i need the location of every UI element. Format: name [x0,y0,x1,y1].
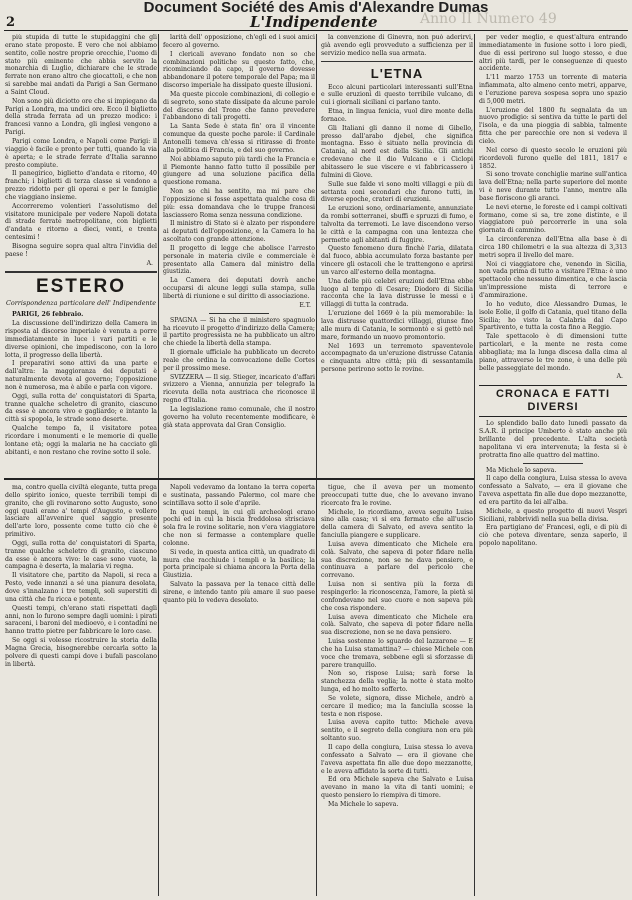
article-paragraph: La circonferenza dell'Etna alla base è di circa 180 chilometri e la sua altezza di 3,313 metri sopra il livello del mare. [479,236,627,259]
feuilleton-rule [4,478,474,480]
article-paragraph: Sulle sue falde vi sono molti villaggi e più di settanta coni secondari che furono tutti, in diverse epoche, crateri di eruzioni. [321,180,473,204]
article-paragraph: la convenzione di Ginevra, non può aderirvi, già avendo egli provveduto a sufficienza per il servizio medico nella sua armata. [321,34,473,57]
article-paragraph: La discussione dell'indirizzo della Camera in risposta al discorso imperiale è venuta a porre immediatamente in luce i vari partiti e le diverse opinioni, che impediscono, con la loro lotta, il progresso della libertà. [5,320,157,359]
article-paragraph: larità dell' opposizione, ch'egli ed i suoi amici fecero al governo. [163,34,315,49]
feuilleton-paragraph: Il visitatore che, partito da Napoli, si reca a Pesto, vede innanzi a sé una pianura desolata, dove s'innalzano i tre templi, soli superstiti di una città che fu ricca e potente. [5,572,157,603]
article-paragraph: Oggi, sulla rotta de' conquistatori di Sparta, tranne qualche scheletro di granito, ciascuno da esse è ancora vivo e gagliardo; e intanto la città si spopola, le strade sono deserte. [5,392,157,424]
article-paragraph: La legislazione ramo comunale, che il nostro governo ha voluto recentemente modificare, è già stata approvata dal Gran Consiglio. [163,405,315,429]
feuilleton-paragraph: Non so, rispose Luisa; sarà forse la stanchezza della veglia; la notte è stata molto lunga, ed ho molto sofferto. [321,670,473,694]
article-paragraph: Qualche tempo fa, il visitatore potea ricordare i monumenti e le memorie di quelle lontane età; oggi la malaria ne ha cacciato gli abitanti, e non restano che rovine sotto il sole. [5,425,157,456]
article-paragraph: Michele, a questo progetto di nuovi Vespri Siciliani, rabbrividì nella sua bella divisa. [479,507,627,523]
article-paragraph: La Camera dei deputati dovrà anche occuparsi di alcune leggi sulla stampa, sulla libertà di riunione e sul diritto di associazione. [163,277,315,300]
feuilleton-paragraph: tigue, che il aveva per un momento preoccupati tutte due, che lo avevano invano ricercato fra le rovine. [321,484,473,507]
article-paragraph: Gli Italiani gli danno il nome di Gibello, presso dall'arabo djebel, che significa montagna. Esso è situato nella provincia di Catania, al nord est della Sicilia. Gli antichi credevano che il dio Vulcano e i Ciclopi abitassero le sue viscere e vi fabbricassero i fulmini di Giove. [321,124,473,179]
column-divider [316,34,317,896]
dateline: PARIGI, 26 febbraio. [12,311,84,319]
feuilleton-column-1 [5,484,157,896]
page-header [0,11,632,31]
column-3 [321,34,473,476]
article-paragraph: L'eruzione del 1800 fu segnalata da un nuovo prodigio: si sentiva da tutte le parti del l'isola, e da una pioggia di sabbia, talmente fitta che per parecchie ore non si vedeva il cielo. [479,106,627,145]
article-paragraph: Ecco alcuni particolari interessanti sull'Etna e sulle eruzioni di questo terribile vulcano, di cui i giornali siciliani ci parlano tanto. [321,83,473,107]
feuilleton-column-3 [321,484,473,896]
feuilleton-paragraph: Luisa aveva dimenticato che Michele era colà. Salvato, che sapeva di poter fidare nella sua discrezione, non se ne dava pensiero, e continuava a parlare del pericolo che correvano. [321,540,473,580]
feuilleton-paragraph: In quei tempi, in cui gli archeologi erano pochi ed in cui la biscia freddolosa strisciava sola fra le rovine solitarie, non v'era viaggiatore che non si fermasse a contemplare quelle colonne. [163,508,315,547]
column-divider [474,34,475,896]
article-signoff: A. [616,373,623,381]
feuilleton-paragraph: Se oggi si volesse ricostruire la storia della Magna Grecia, bisognerebbe cercarla sotto la polvere di questi campi dove i bufali pascolano in libertà. [5,637,157,668]
article-paragraph: Era partigiano de' Francesi, egli, e di più di ciò che poteva diventare, senza saperlo, il popolo napolitano. [479,524,627,548]
article-paragraph: Una delle più celebri eruzioni dell'Etna ebbe luogo al tempo di Cesare; Diodoro di Sicilia racconta che la lava distrusse le messi e i villaggi di tutta la contrada. [321,277,473,309]
feuilleton-paragraph: Oggi, sulla rotta de' conquistatori di Sparta, tranne qualche scheletro di granito, ciascuno da esse è ancora vivo: le case sono vuote, la campagna è deserta, la malaria vi regna. [5,539,157,571]
article-paragraph: Il capo della congiura, Luisa stessa lo aveva confessato a Salvato, — era il giovane che l'aveva aspettata fin alle due dopo mezzanotte, ed era partito da lei all'alba. [479,475,627,506]
feuilleton-paragraph: Salvato la passava per la tenace città delle sirene, e intendo tanto più amare il suo paese quanto più lo vedeva desolato. [163,581,315,604]
feuilleton-paragraph: Ed ora Michele sapeva che Salvato e Luisa avevano in mano la vita di tanti uomini; e questo pensiero lo riempiva di timore. [321,776,473,800]
section-title-cronaca: CRONACA E FATTI DIVERSI [479,385,627,417]
feuilleton-paragraph: Il capo della congiura, Luisa stessa lo aveva confessato a Salvato — era il giovane che l'aveva aspettata fin alle due dopo mezzanotte, e le aveva affidato la sorte di tutti. [321,744,473,775]
document-watermark: Document Société des Amis d'Alexandre Dumas [143,0,489,16]
article-signoff: A. [146,259,153,267]
article-paragraph: Le eruzioni sono, ordinariamente, annunziate da rombi sotterranei, sbuffi e spruzzi di fumo, e talvolta da terremoti. Le lave discendono verso le città e la campagna con una lentezza che permette agli abitanti di fuggire. [321,205,473,244]
article-paragraph: La Santa Sede è stata fin' ora il vincente comunque da queste poche parole: il Cardinale Antonelli temeva ch'essa si ritirasse di fronte alla politica di Francia, e del suo governo. [163,123,315,154]
article-paragraph: Non so chi ha sentito, ma mi pare che l'opposizione si fosse aspettata qualche cosa di più: essa domandava che le truppe francesi lasciassero Roma senza nessuna condizione. [163,188,315,219]
article-paragraph: L'eruzione del 1669 è la più memorabile: la lava distrusse quattordici villaggi, giunse fino alle mura di Catania, le sormontò e si gettò nel mare, formando un nuovo promontorio. [321,310,473,341]
article-paragraph: Noi ci viaggiatore che, venendo in Sicilia, non vada prima di tutto a visitare l'Etna: è uno spettacolo che nessuno dimentica, e che lascia un'impressione mista di terrore e d'ammirazione. [479,260,627,299]
divider [523,463,582,464]
article-paragraph: Nel corso di questo secolo le eruzioni più ricordevoli furono quelle del 1811, 1817 e 1852. [479,146,627,170]
article-paragraph: Non sono più diciotto ore che si impiegano da Parigi a Londra, ma undici ore. Ecco il biglietto della strada ferrata ad un prezzo modico: i francesi vanno a Londra, gli inglesi vengono a Parigi. [5,97,157,137]
article-paragraph: SPAGNA — Si ha che il ministero spagnuolo ha ricevuto il progetto d'indirizzo della Camera; il partito progressista ne ha pubblicato un altro che chiede la libertà della stampa. [163,316,315,348]
feuilleton-paragraph: Luisa aveva capito tutto: Michele aveva sentito, e il segreto della congiura non era più soltanto suo. [321,719,473,743]
feuilleton-paragraph: Si vede, in questa antica città, un quadrato di mura che racchiude i templi e la basilica; la porta principale si chiama ancora la Porta della Giustizia. [163,548,315,580]
article-paragraph: Il panegirico, biglietto d'andata e ritorno, 40 franchi; i biglietti di terza classe si vendono a prezzo ridotto per gli operai e per le famiglie che viaggiano insieme. [5,170,157,201]
article-paragraph: Il giornale ufficiale ha pubblicato un decreto reale che ordina la convocazione delle Cortes per il prossimo mese. [163,349,315,372]
column-2 [163,34,315,476]
feuilleton-paragraph: ma, contro quella civiltà elegante, tutta prega dello spirito ionico, queste terribili tempi di granito, che gli rovinarono sotto Augusto, sono oggi quali erano a' tempi d'Augusto, e vollero lasciare all'avvenire quel saggio presente dell'arte loro, possente come tutto ciò che è primitivo. [5,484,157,539]
article-paragraph: Tale spettacolo è di dimensioni tutte particolari, e la mente ne resta come abbagliata; ma la lunga discesa dalla cima al piano, attraverso le tre zone, è una delle più belle passeggiate del mondo. [479,333,627,372]
article-paragraph: Ma queste piccole combinazioni, di collegio e di segreto, sono state dissipate da alcune parole del discorso del Trono che fanno prevedere l'abbandono di tali progetti. [163,90,315,122]
feuilleton-paragraph: Ma Michele lo sapeva. [328,800,399,808]
article-paragraph: Parigi come Londra, e Napoli come Parigi: il viaggio è facile e pronto per tutti, quando la via è aperta; e le strade ferrate d'Italia saranno presto compiute. [5,137,157,169]
article-paragraph: I preparativi sono attivi da una parte e dall'altra: la maggioranza dei deputati è naturalmente devota al governo; l'opposizione non è numerosa, ma è abile e parla con vigore. [5,360,157,391]
article-paragraph: Si sono trovate conchiglie marine sull'antica lava dell'Etna; nella parte superiore del monte vi è neve durante tutto l'anno, mentre alla base fioriscono gli aranci. [479,171,627,202]
article-paragraph: Le nevi eterne, le foreste ed i campi coltivati formano, come si sa, tre zone distinte, e il viaggiatore può percorrerle in una sola giornata di cammino. [479,203,627,235]
article-paragraph: Noi abbiamo saputo più tardi che la Francia e il Piemonte hanno fatto tutto il possibile per giungere ad una soluzione pacifica della questione romana. [163,155,315,187]
divider [209,313,270,314]
section-subtitle: Corrispondenza particolare dell' Indipendente [6,299,156,308]
article-paragraph: Accorreremo volentieri l'assolutismo del visitatore municipale per vedere Napoli dotata di strade ferrate metropolitane, con biglietti d'andata e ritorno a dieci, venti, e trenta centesimi ! [5,202,157,242]
section-title-etna: L'ETNA [370,65,424,81]
article-paragraph: Il ministro di Stato si è alzato per rispondere ai deputati dell'opposizione, e la Camera lo ha ascoltato con grande attenzione. [163,220,315,244]
article-paragraph: L'11 marzo 1753 un torrente di materia infiammata, alto almeno cento metri, apparve, e l'eruzione pareva sospesa sopra uno spazio di 5,000 metri. [479,74,627,105]
feuilleton-paragraph: Questi tempi, ch'erano stati rispettati dagli anni, non lo furono sempre dagli uomini: i pirati saraceni, i baroni del medioevo, e i contadini ne hanno tratto pietre per fabbricare le loro case. [5,604,157,636]
article-signoff: E.T. [299,301,311,309]
article-paragraph: Questo fenomeno dura finchè l'aria, dilatata dal fuoco, abbia accumulato forza bastante per vincere gli ostacoli che le trattengono e aprirsi un varco all'esterno della montagna. [321,245,473,276]
column-1 [5,34,157,476]
article-paragraph: Bisogna seguire sopra qual altra l'invidia del paese ! [5,242,157,258]
divider [321,61,473,62]
feuilleton-paragraph: Luisa sostenne lo sguardo del lazzarone — E che ha Luisa stamattina? — chiese Michele con voce che tremava, sebbene egli si sforzasse di parere tranquillo. [321,638,473,669]
article-paragraph: Lo splendido ballo dato lunedì passato da S.A.R. il principe Umberto è stato anche più brillante del precedente. L'alta società napolitana vi era intervenuta; la festa si è protratta fino alle quattro del mattino. [479,420,627,459]
article-paragraph: I clericali avevano fondato non so che combinazioni politiche su questo fatto, che, ricominciando da capo, il governo dovesse abbandonare il potere temporale del Papa; ma il discorso imperiale ha dissipato queste illusioni. [163,50,315,90]
feuilleton-paragraph: Napoli vedevamo da lontano la terra coperta e sustinata, passando Palermo, col mare che scintillava sotto il sole d'aprile. [163,484,315,507]
article-paragraph: SVIZZERA — Il sig. Stieger, incaricato d'affari svizzero a Vienna, annunzia per telegrafo la ricevuta della nota austriaca che riconosce il regno d'Italia. [163,373,315,405]
article-paragraph: più stupida di tutte le stupidaggini che gli erano state proposte. È vero che noi abbiamo sentito, colle nostre proprie orecchie, l'uomo di stato più eminente che abbia servito la monarchia di Luglio, dichiarare che le strade ferrate non erano altro che giocattoli, e che non si sarebbe mai andati da Parigi a San Germano a Saint Cloud. [5,34,157,96]
feuilleton-paragraph: Luisa aveva dimenticato che Michele era colà. Salvato, che sapeva di poter fidare nella sua discrezione, non se ne dava pensiero. [321,613,473,637]
feuilleton-column-2 [163,484,315,896]
column-divider [158,34,159,896]
column-4 [479,34,627,896]
article-paragraph: Ma Michele lo sapeva. [486,466,557,474]
masthead-title: L'Indipendente [250,13,378,31]
section-rule [5,271,157,273]
page-number: 2 [6,15,16,30]
article-paragraph: Etna, in lingua fenicia, vuol dire monte della fornace. [321,108,473,123]
article-paragraph: per veder meglio, e quest'altura entrando immediatamente in fusione sotto i loro piedi, due di essi perirono sul luogo stesso, e due altri più tardi, per le conseguenze di questo accidente. [479,34,627,73]
feuilleton-paragraph: Michele, lo ricordiamo, aveva seguito Luisa sino alla casa; vi si era fermato che all'uscio della camera di Salvato, ed aveva sentito la fanciulla piangere e supplicare. [321,508,473,540]
article-paragraph: Io ho veduto, dice Alessandro Dumas, le isole Eolie, il golfo di Catania, quel titano della Sicilia; ho visto la Calabria dal Capo Spartivento, e tutta la costa fino a Reggio. [479,300,627,332]
article-paragraph: Nel 1693 un terremoto spaventevole accompagnato da un'eruzione distrusse Catania e cinquanta altre città; più di sessantamila persone perirono sotto le rovine. [321,342,473,374]
issue-date-faded: Anno II Numero 49 [420,11,557,27]
article-paragraph: Il progetto di legge che abolisce l'arresto personale in materia civile e commerciale è presentato alla Camera dal ministro della giustizia. [163,244,315,276]
header-rule [4,30,628,31]
section-title-estero: ESTERO [35,276,127,298]
feuilleton-paragraph: Se volete, signora, disse Michele, andrò a cercare il medico; ma la fanciulla scosse la testa e non rispose. [321,694,473,718]
feuilleton-paragraph: Luisa non si sentiva più la forza di respingerlo: la riconoscenza, l'amore, la pietà si confondevano nel suo cuore e non sapeva più che cosa rispondere. [321,581,473,612]
